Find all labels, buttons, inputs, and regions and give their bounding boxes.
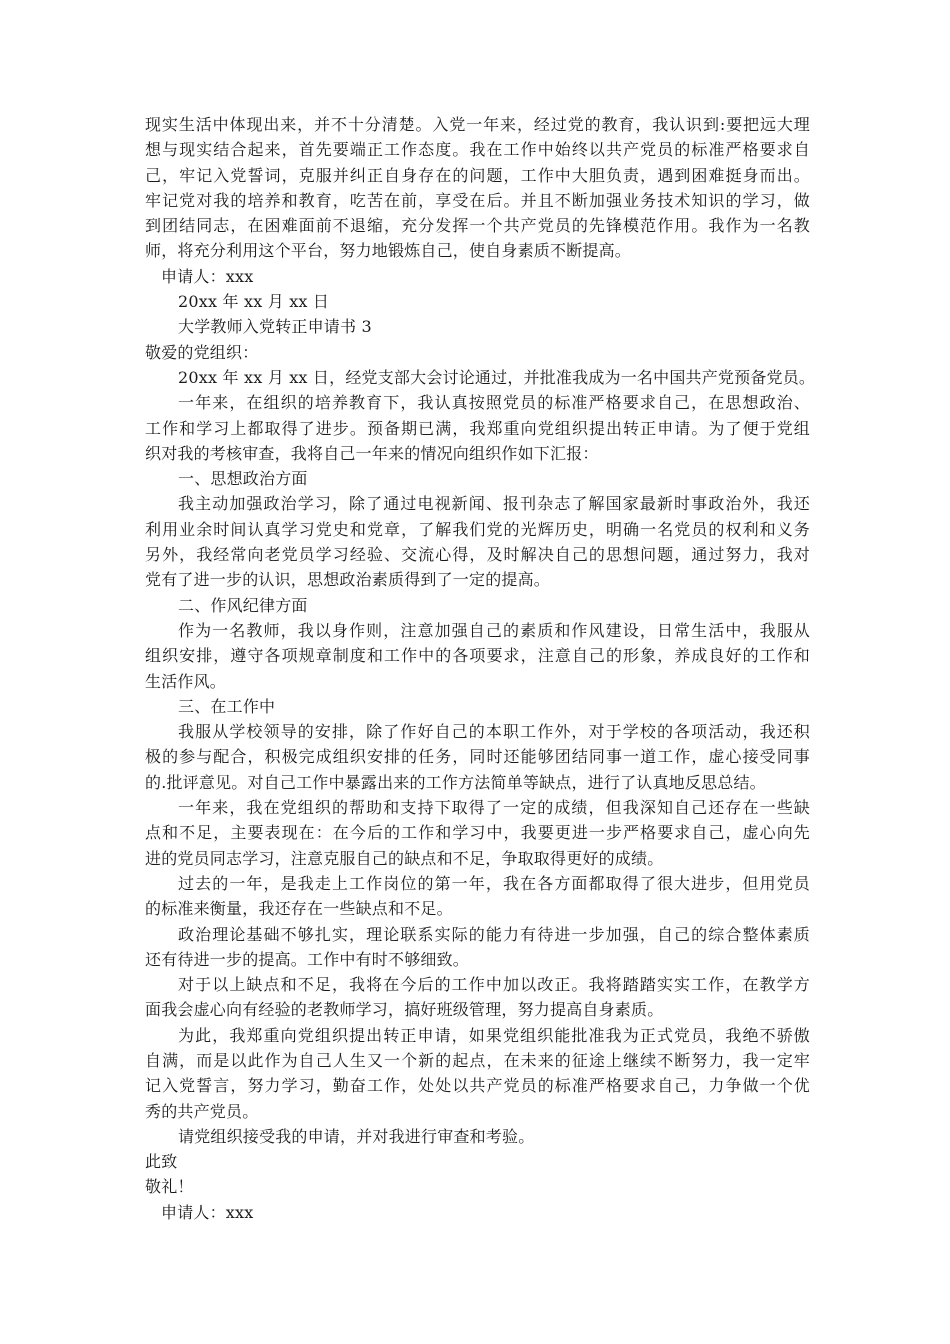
text-line: 的标准来衡量，我还存在一些缺点和不足。	[145, 899, 453, 919]
text-line: 申请人：xxx	[161, 1202, 254, 1222]
text-line: 工作和学习上都取得了进步。预备期已满，我郑重向党组织提出转正申请。为了便于党组	[145, 418, 810, 438]
text-line: 敬爱的党组织：	[145, 342, 259, 362]
text-line: 记入党誓言，努力学习，勤奋工作，处处以共产党员的标准严格要求自己，力争做一个优	[145, 1076, 810, 1096]
text-line: 织对我的考核审查，我将自己一年来的情况向组织作如下汇报：	[145, 443, 599, 463]
text-line: 牢记党对我的培养和教育，吃苦在前，享受在后。并且不断加强业务技术知识的学习，做	[145, 190, 810, 210]
text-line: 过去的一年，是我走上工作岗位的第一年，我在各方面都取得了很大进步，但用党员	[178, 873, 810, 893]
text-line: 20xx 年 xx 月 xx 日	[178, 292, 330, 312]
text-line: 的.批评意见。对自己工作中暴露出来的工作方法简单等缺点，进行了认真地反思总结。	[145, 772, 766, 792]
text-line: 一、思想政治方面	[178, 469, 308, 489]
text-line: 点和不足，主要表现在：在今后的工作和学习中，我要更进一步严格要求自己，虚心向先	[145, 823, 810, 843]
text-line: 己，牢记入党誓词，克服并纠正自身存在的问题，工作中大胆负责，遇到困难挺身而出。	[145, 165, 810, 185]
text-line: 政治理论基础不够扎实，理论联系实际的能力有待进一步加强，自己的综合整体素质	[178, 924, 810, 944]
text-line: 进的党员同志学习，注意克服自己的缺点和不足，争取取得更好的成绩。	[145, 848, 664, 868]
text-line: 利用业余时间认真学习党史和党章，了解我们党的光辉历史，明确一名党员的权利和义务	[145, 519, 810, 539]
text-line: 敬礼！	[145, 1177, 194, 1197]
text-line: 秀的共产党员。	[145, 1101, 259, 1121]
document-page	[145, 112, 816, 1225]
text-line: 二、作风纪律方面	[178, 595, 308, 615]
text-line: 大学教师入党转正申请书 3	[178, 317, 372, 337]
text-line: 为此，我郑重向党组织提出转正申请，如果党组织能批准我为正式党员，我绝不骄傲	[178, 1025, 810, 1045]
text-line: 组织安排，遵守各项规章制度和工作中的各项要求，注意自己的形象，养成良好的工作和	[145, 646, 810, 666]
text-line: 作为一名教师，我以身作则，注意加强自己的素质和作风建设，日常生活中，我服从	[178, 620, 810, 640]
text-line: 对于以上缺点和不足，我将在今后的工作中加以改正。我将踏踏实实工作，在教学方	[178, 975, 810, 995]
text-line: 党有了进一步的认识，思想政治素质得到了一定的提高。	[145, 570, 551, 590]
text-line: 自满，而是以此作为自己人生又一个新的起点，在未来的征途上继续不断努力，我一定牢	[145, 1050, 810, 1070]
text-line: 现实生活中体现出来，并不十分清楚。入党一年来，经过党的教育，我认识到:要把远大理	[145, 115, 810, 134]
text-line: 到团结同志，在困难面前不退缩，充分发挥一个共产党员的先锋模范作用。我作为一名教	[145, 216, 810, 236]
text-line: 生活作风。	[145, 671, 227, 691]
text-line: 此致	[145, 1152, 178, 1172]
text-line: 请党组织接受我的申请，并对我进行审查和考验。	[178, 1126, 535, 1146]
text-line: 20xx 年 xx 月 xx 日，经党支部大会讨论通过，并批准我成为一名中国共产党预备党员。	[178, 367, 816, 387]
text-line: 三、在工作中	[178, 696, 276, 716]
text-line: 想与现实结合起来，首先要端正工作态度。我在工作中始终以共产党员的标准严格要求自	[145, 140, 810, 160]
text-line: 申请人：xxx	[161, 266, 254, 286]
text-line: 另外，我经常向老党员学习经验、交流心得，及时解决自己的思想问题，通过努力，我对	[145, 545, 810, 565]
text-line: 一年来，在组织的培养教育下，我认真按照党员的标准严格要求自己，在思想政治、	[178, 393, 810, 413]
text-line: 面我会虚心向有经验的老教师学习，搞好班级管理，努力提高自身素质。	[145, 1000, 664, 1020]
text-line: 还有待进一步的提高。工作中有时不够细致。	[145, 949, 470, 969]
text-line: 我服从学校领导的安排，除了作好自己的本职工作外，对于学校的各项活动，我还积	[178, 722, 810, 742]
text-line: 师，将充分利用这个平台，努力地锻炼自己，使自身素质不断提高。	[145, 241, 632, 261]
text-line: 我主动加强政治学习，除了通过电视新闻、报刊杂志了解国家最新时事政治外，我还	[178, 494, 810, 514]
text-line: 一年来，我在党组织的帮助和支持下取得了一定的成绩，但我深知自己还存在一些缺	[178, 798, 810, 818]
text-line: 极的参与配合，积极完成组织安排的任务，同时还能够团结同事一道工作，虚心接受同事	[145, 747, 810, 767]
